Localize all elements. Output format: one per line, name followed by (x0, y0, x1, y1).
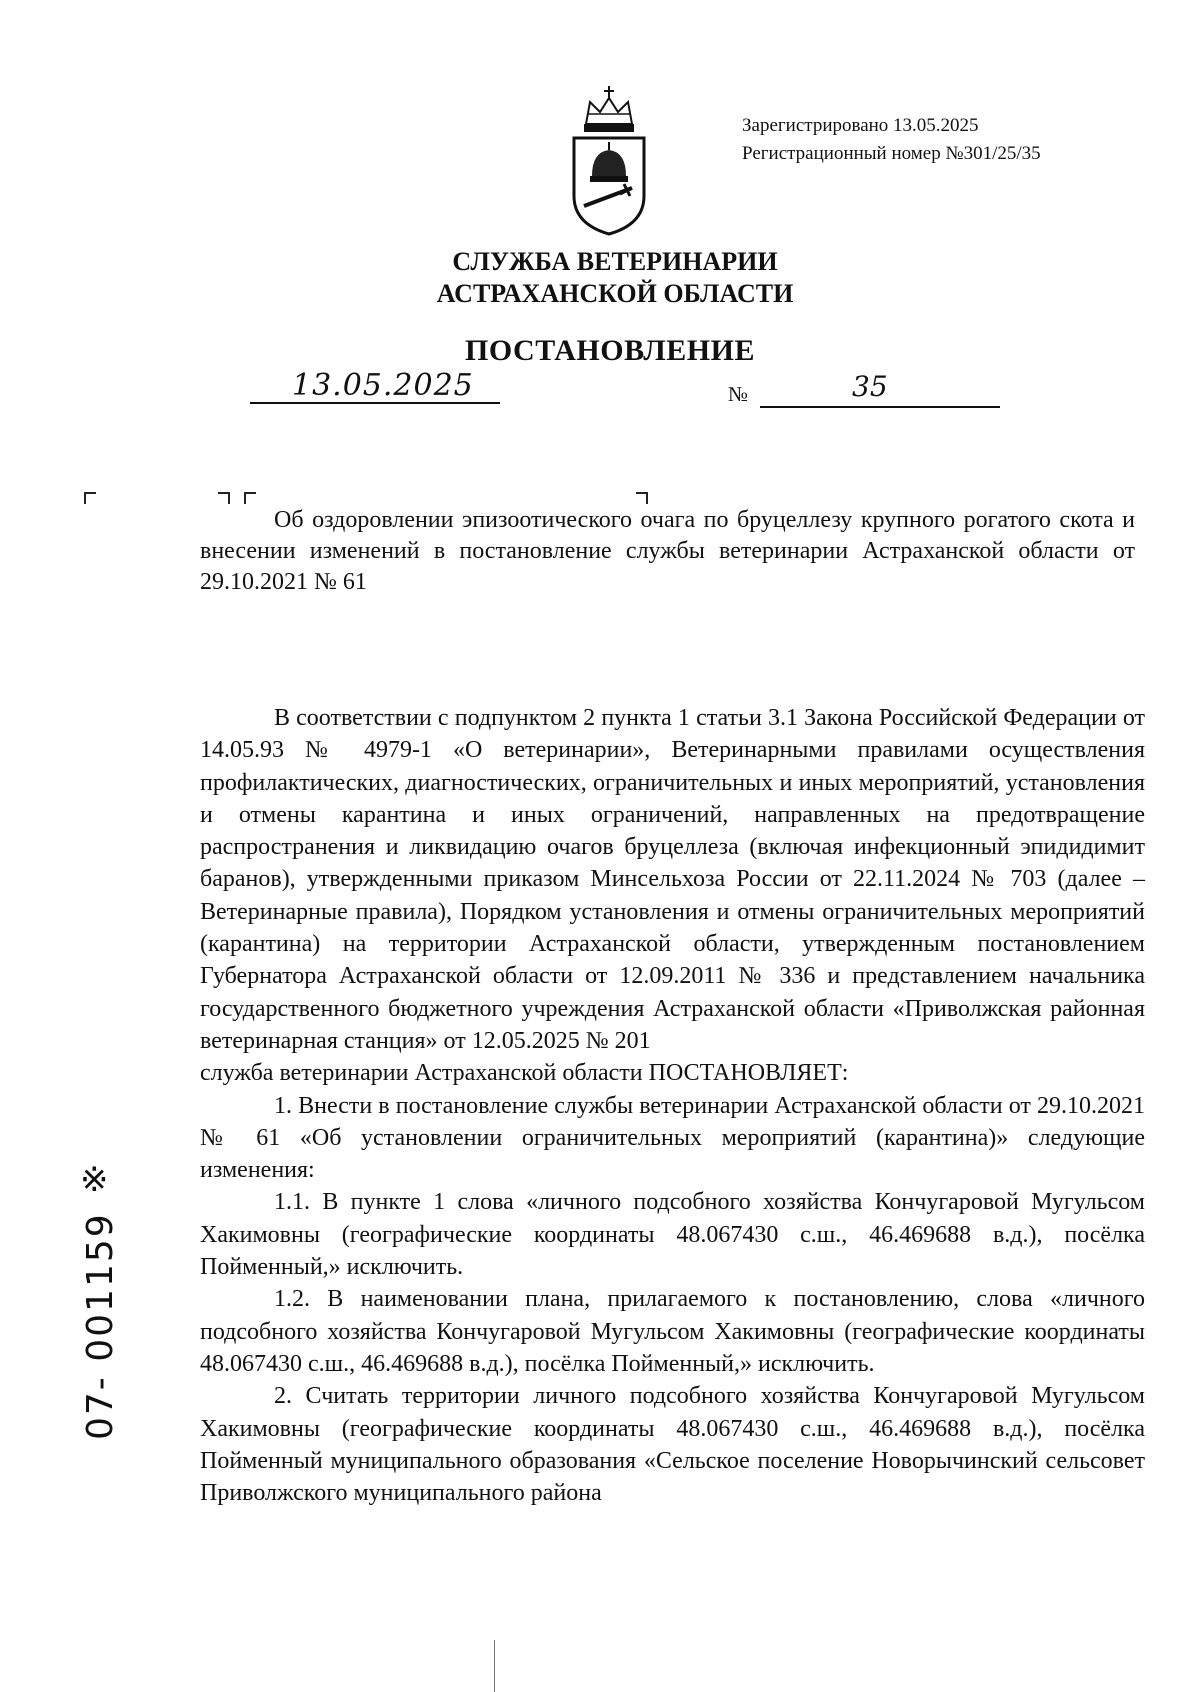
side-registration-stamp: 07- 001159 (80, 1212, 121, 1440)
item-1-1: 1.1. В пункте 1 слова «личного подсобного хозяйства Кончугаровой Мугульсом Хакимовны (географические координаты 48.067430 с.ш., 46.469688 в.д.), посёлка Пойменный,» исключить. (200, 1189, 1145, 1281)
corner-mark-subject-start (244, 492, 256, 504)
number-label: № (728, 382, 749, 406)
preamble-paragraph: В соответствии с подпунктом 2 пункта 1 статьи 3.1 Закона Российской Федерации от 14.05.93 № 4979-1 «О ветеринарии», Ветеринарными правилами осуществления профилактических, диагностических, ограничительных и иных мероприятий, установления и отмены карантина и иных ограничений, направленных на предотвращение распространения и ликвидацию очагов бруцеллеза (включая инфекционный эпидидимит баранов), утвержденными приказом Минсельхоза России от 22.11.2024 № 703 (далее – Ветеринарные правила), Порядком установления и отмены ограничительных мероприятий (карантина) на территории Астраханской области, утвержденным постановлением Губернатора Астраханской области от 12.09.2011 № 336 и представлением начальника государственного бюджетного учреждения Астраханской области «Приволжская районная ветеринарная станция» от 12.05.2025 № 201 (200, 705, 1145, 1054)
organization-name (0, 246, 1200, 310)
resolution-line: служба ветеринарии Астраханской области ПОСТАНОВЛЯЕТ: (200, 1060, 849, 1087)
number-underline (760, 406, 1000, 408)
document-type-heading (0, 334, 1200, 368)
registration-date: Зарегистрировано 13.05.2025 (742, 115, 979, 136)
coat-of-arms-emblem (566, 84, 652, 236)
corner-mark-subject-end (636, 492, 648, 504)
corner-mark-left (84, 492, 96, 504)
document-type-text: ПОСТАНОВЛЕНИЕ (465, 334, 755, 367)
organization-line-2: АСТРАХАНСКОЙ ОБЛАСТИ (436, 279, 794, 308)
corner-mark-subject-left-end (218, 492, 230, 504)
document-subject: Об оздоровлении эпизоотического очага по бруцеллезу крупного рогатого скота и внесении изменений в постановление службы ветеринарии Астраханской области от 29.10.2021 № 61 (200, 507, 1135, 595)
stamp-asterisk-mark: ※ (80, 1160, 109, 1200)
date-underline (250, 402, 500, 404)
handwritten-number: 35 (852, 370, 888, 403)
handwritten-date: 13.05.2025 (292, 368, 474, 403)
item-1-2: 1.2. В наименовании плана, прилагаемого к постановлению, слова «личного подсобного хозяйства Кончугаровой Мугульсом Хакимовны (географические координаты 48.067430 с.ш., 46.469688 в.д.), посёлка Пойменный,» исключить. (200, 1286, 1145, 1377)
registration-block (742, 112, 1041, 168)
item-2: 2. Считать территории личного подсобного хозяйства Кончугаровой Мугульсом Хакимовны (географические координаты 48.067430 с.ш., 46.469688 в.д.), посёлка Пойменный муниципального образования «Сельское поселение Новорычинский сельсовет Приволжского муниципального района (200, 1383, 1145, 1507)
document-body (200, 702, 1145, 1509)
item-1: 1. Внести в постановление службы ветеринарии Астраханской области от 29.10.2021 № 61 «Об установлении ограничительных мероприятий (карантина)» следующие изменения: (200, 1092, 1145, 1184)
scan-fold-line (494, 1640, 495, 1692)
registration-number: Регистрационный номер №301/25/35 (742, 143, 1041, 164)
organization-line-1: СЛУЖБА ВЕТЕРИНАРИИ (452, 247, 778, 276)
